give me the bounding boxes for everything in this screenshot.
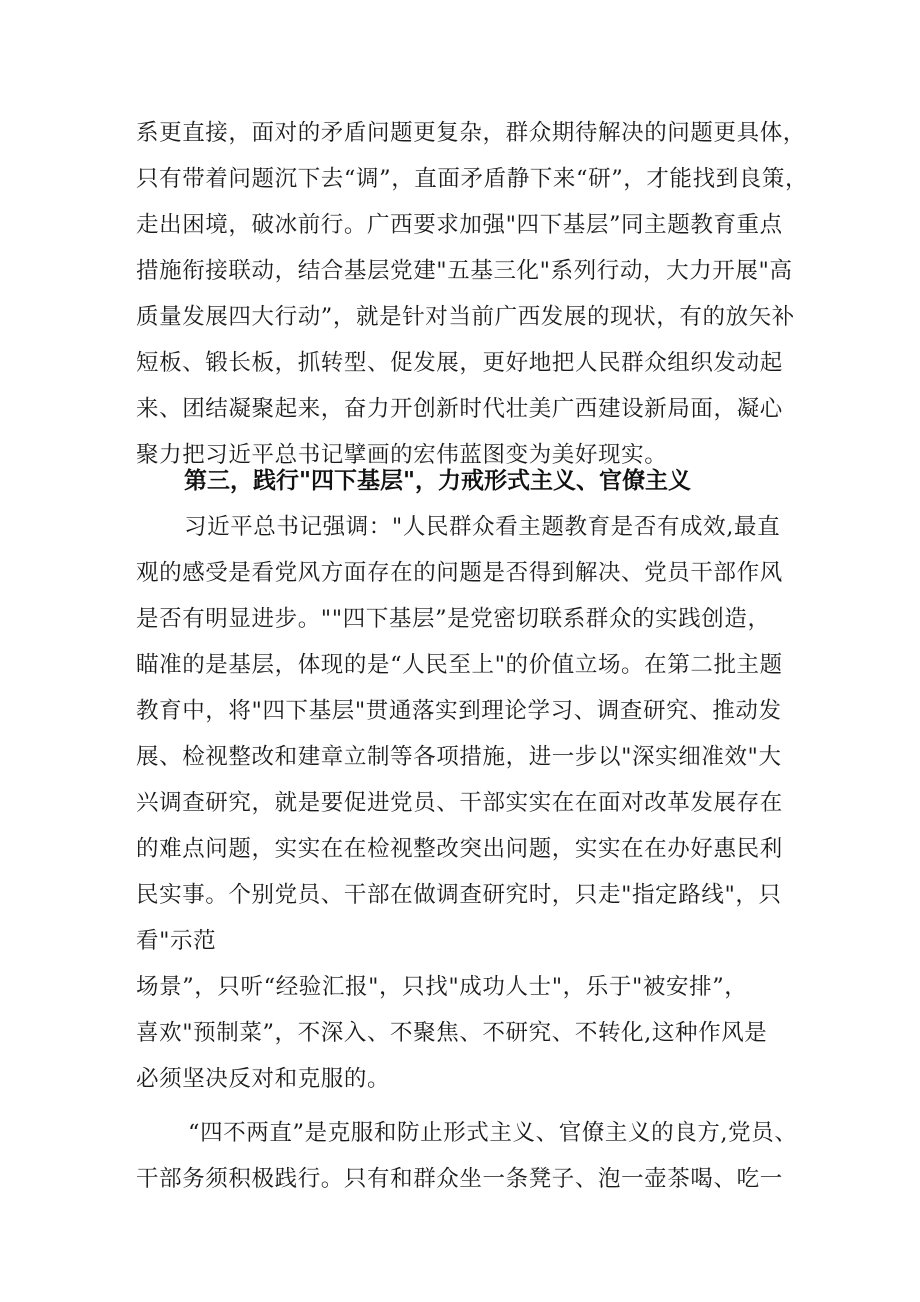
paragraph-line: 场景”，只听“经验汇报"，只找"成功人士"，乐于"被安排”，	[136, 974, 748, 1000]
paragraph-line: 只有带着问题沉下去“调”，直面矛盾静下来“研”，才能找到良策，	[136, 166, 809, 192]
paragraph-line: 干部务须积极践行。只有和群众坐一条凳子、泡一壶茶喝、吃一	[136, 1166, 783, 1192]
section-heading: 第三，践行"四下基层"，力戒形式主义、官僚主义	[184, 468, 691, 494]
paragraph-line: 观的感受是看党风方面存在的问题是否得到解决、党员干部作风	[136, 560, 783, 586]
paragraph-line: 的难点问题，实实在在检视整改突出问题，实实在在办好惠民利	[136, 836, 783, 862]
paragraph-line: 聚力把习近平总书记擘画的宏伟蓝图变为美好现实。	[136, 442, 668, 468]
paragraph-line: 民实事。个别党员、干部在做调查研究时，只走"指定路线"，只	[136, 882, 782, 908]
paragraph-line: 是否有明显进步。""四下基层”是党密切联系群众的实践创造，	[136, 606, 771, 632]
paragraph-line: “四不两直”是克服和防止形式主义、官僚主义的良方,党员、	[188, 1120, 798, 1146]
paragraph-line: 必须坚决反对和克服的。	[136, 1066, 391, 1092]
paragraph-line: 教育中，将"四下基层"贯通落实到理论学习、调查研究、推动发	[136, 698, 782, 724]
paragraph-line: 展、检视整改和建章立制等各项措施，进一步以"深实细准效"大	[136, 744, 782, 770]
paragraph-line: 看"示范	[136, 928, 217, 954]
paragraph-line: 系更直接，面对的矛盾问题更复杂，群众期待解决的问题更具体，	[136, 120, 806, 146]
paragraph-line: 措施衔接联动，结合基层党建"五基三化"系列行动，大力开展"高	[136, 258, 793, 284]
paragraph-line: 走出困境，破冰前行。广西要求加强"四下基层”同主题教育重点	[136, 212, 783, 238]
paragraph-line: 短板、锻长板，抓转型、促发展，更好地把人民群众组织发动起	[136, 350, 783, 376]
paragraph-line: 喜欢"预制菜”，不深入、不聚焦、不研究、不转化,这种作风是	[136, 1020, 768, 1046]
paragraph-line: 质量发展四大行动”，就是针对当前广西发展的现状，有的放矢补	[136, 304, 795, 330]
paragraph-line: 兴调查研究，就是要促进党员、干部实实在在面对改革发展存在	[136, 790, 783, 816]
paragraph-line: 来、团结凝聚起来，奋力开创新时代壮美广西建设新局面，凝心	[136, 396, 783, 422]
paragraph-line: 习近平总书记强调："人民群众看主题教育是否有成效,最直	[184, 514, 781, 540]
paragraph-line: 瞄准的是基层，体现的是“人民至上"的价值立场。在第二批主题	[136, 652, 783, 678]
